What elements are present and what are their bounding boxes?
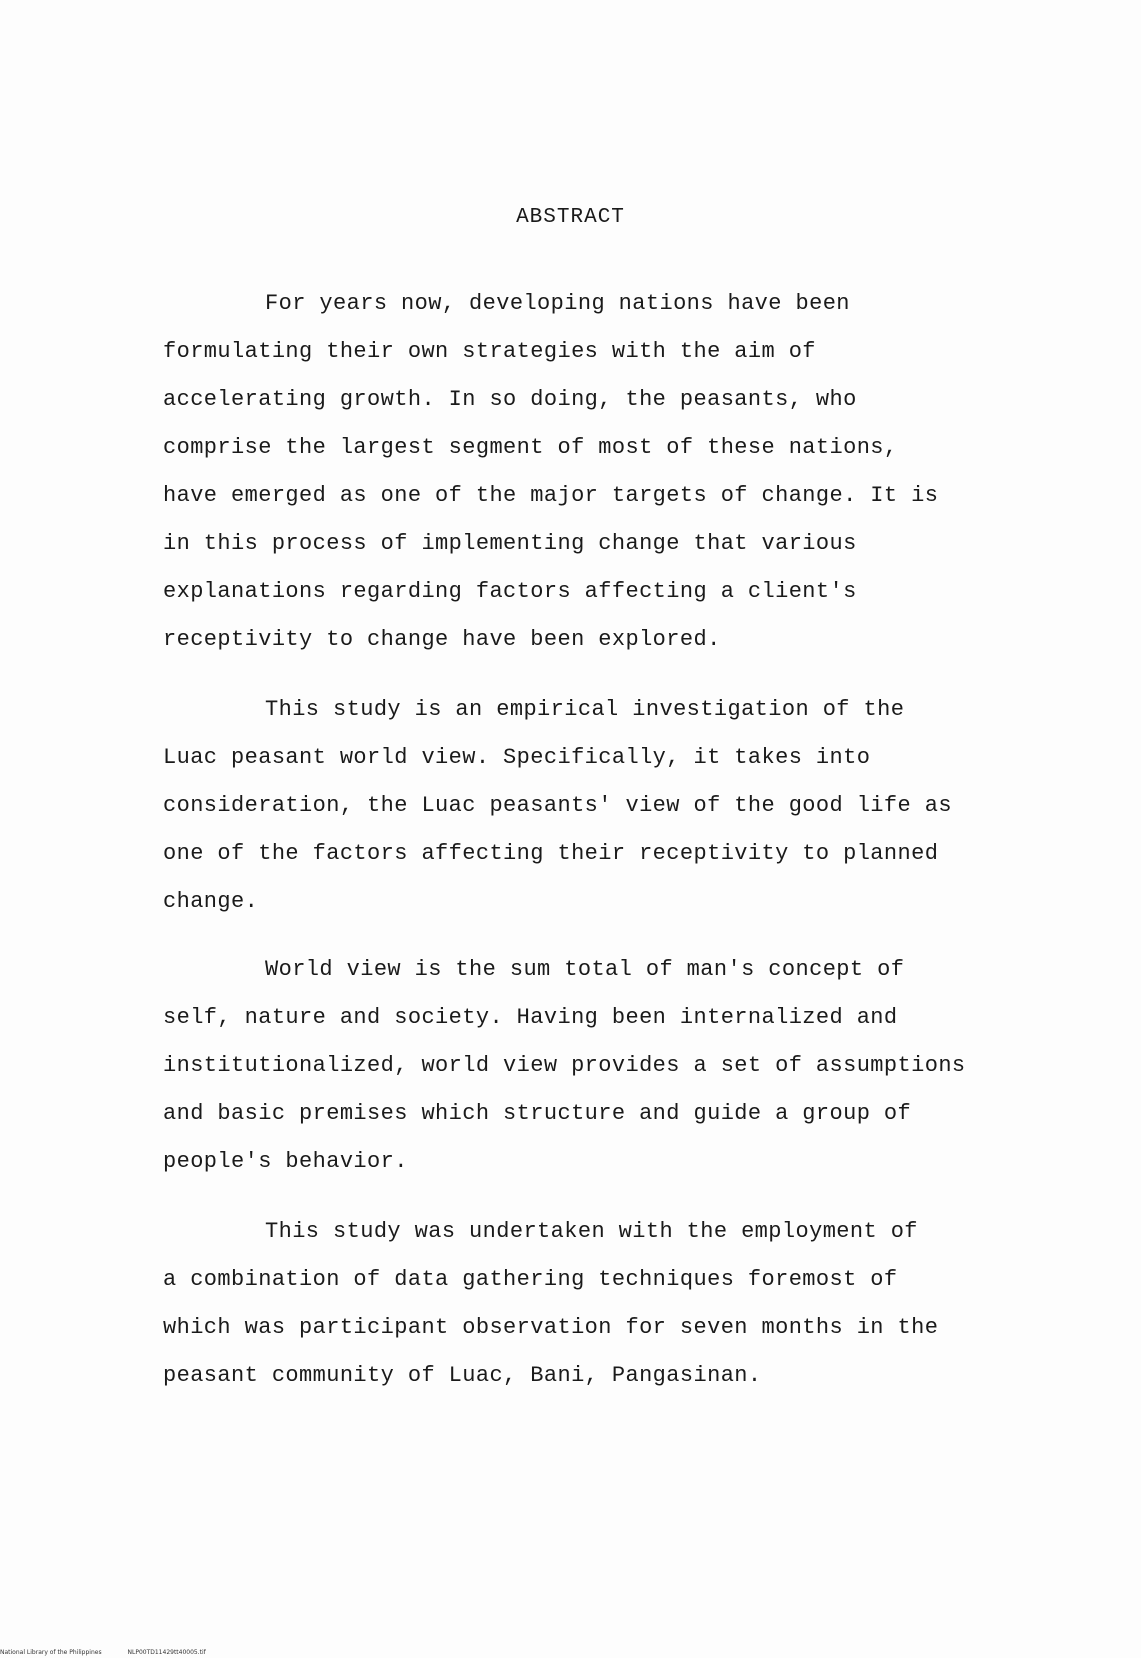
paragraph-3-line-2: self, nature and society. Having been internalized and [163,1005,898,1030]
paragraph-3-line-4: and basic premises which structure and guide a group of [163,1101,912,1126]
paragraph-1-line-5: have emerged as one of the major targets of change. It is [163,483,939,508]
paragraph-4-line-3: which was participant observation for seven months in the [163,1315,939,1340]
paragraph-2-line-3: consideration, the Luac peasants' view of the good life as [163,793,952,818]
paragraph-1-line-3: accelerating growth. In so doing, the peasants, who [163,387,857,412]
paragraph-2-line-1: This study is an empirical investigation of the [265,697,905,722]
paragraph-1-line-2: formulating their own strategies with the aim of [163,339,816,364]
footer-library: National Library of the Philippines [0,1649,102,1656]
paragraph-2-line-4: one of the factors affecting their receptivity to planned [163,841,939,866]
paragraph-1-line-6: in this process of implementing change that various [163,531,857,556]
paragraph-4-line-2: a combination of data gathering techniques foremost of [163,1267,898,1292]
scan-footer [0,1649,230,1656]
footer-file: NLP00TD11429tt40005.tif [127,1649,206,1656]
paragraph-2-line-2: Luac peasant world view. Specifically, it takes into [163,745,871,770]
paragraph-3-line-3: institutionalized, world view provides a set of assumptions [163,1053,966,1078]
paragraph-3-line-1: World view is the sum total of man's concept of [265,957,905,982]
paragraph-2-line-5: change. [163,889,259,914]
paragraph-1-line-7: explanations regarding factors affecting a client's [163,579,857,604]
paragraph-1-line-4: comprise the largest segment of most of these nations, [163,435,898,460]
paragraph-1-line-8: receptivity to change have been explored. [163,627,721,652]
paragraph-1-line-1: For years now, developing nations have been [265,291,850,316]
paragraph-4-line-4: peasant community of Luac, Bani, Pangasinan. [163,1363,762,1388]
paragraph-4-line-1: This study was undertaken with the employment of [265,1219,918,1244]
abstract-title: ABSTRACT [516,206,625,229]
paragraph-3-line-5: people's behavior. [163,1149,408,1174]
